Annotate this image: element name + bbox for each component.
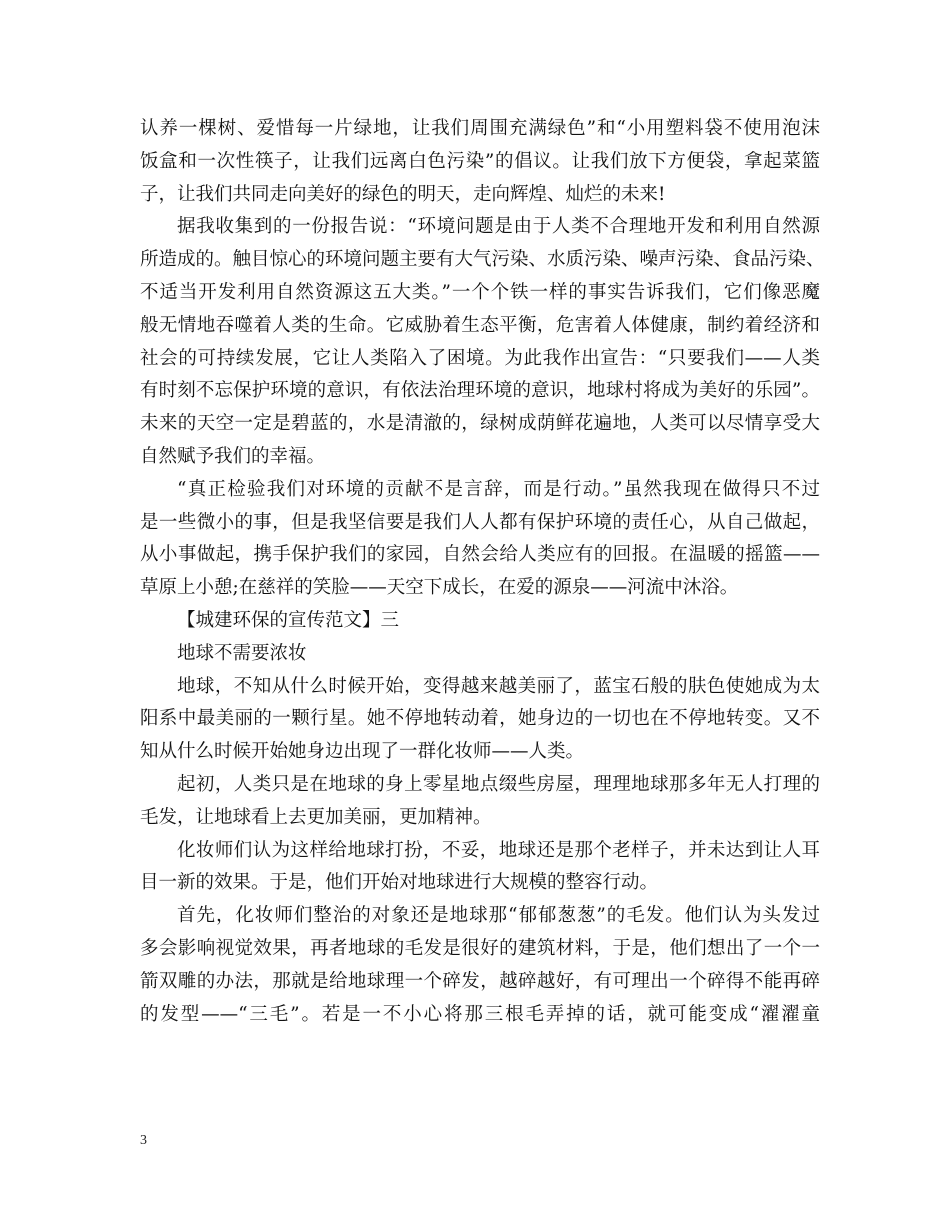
text-line: 首先，化妆师们整治的对象还是地球那“郁郁葱葱”的毛发。他们认为头发过 xyxy=(177,905,820,927)
text-line: 阳系中最美丽的一颗行星。她不停地转动着，她身边的一切也在不停地转变。又不 xyxy=(140,708,820,730)
document-body xyxy=(140,113,825,1031)
text-line: 【城建环保的宣传范文】三 xyxy=(177,609,400,631)
text-line: 知从什么时候开始她身边出现了一群化妆师——人类。 xyxy=(140,741,585,763)
text-line: 有时刻不忘保护环境的意识，有依法治理环境的意识，地球村将成为美好的乐园”。 xyxy=(140,380,820,402)
page-number: 3 xyxy=(140,1133,147,1148)
text-line: 多会影响视觉效果，再者地球的毛发是很好的建筑材料，于是，他们想出了一个一 xyxy=(140,937,820,959)
text-line: 箭双雕的办法，那就是给地球理一个碎发，越碎越好，有可理出一个碎得不能再碎 xyxy=(140,970,820,992)
text-line: 是一些微小的事，但是我坚信要是我们人人都有保护环境的责任心，从自己做起， xyxy=(140,511,820,533)
text-line: 地球，不知从什么时候开始，变得越来越美丽了，蓝宝石般的肤色使她成为太 xyxy=(177,675,820,697)
text-line: 未来的天空一定是碧蓝的，水是清澈的，绿树成荫鲜花遍地，人类可以尽情享受大 xyxy=(140,413,820,435)
text-line: 从小事做起，携手保护我们的家园，自然会给人类应有的回报。在温暖的摇篮—— xyxy=(140,544,820,566)
text-line: 的发型——“三毛”。若是一不小心将那三根毛弄掉的话，就可能变成“濯濯童 xyxy=(140,1003,820,1025)
text-line: 认养一棵树、爱惜每一片绿地，让我们周围充满绿色”和“小用塑料袋不使用泡沫 xyxy=(140,118,820,139)
text-line: 据我收集到的一份报告说：“环境问题是由于人类不合理地开发和利用自然源 xyxy=(177,216,820,238)
text-line: 子，让我们共同走向美好的绿色的明天，走向辉煌、灿烂的未来! xyxy=(140,183,666,205)
text-line: “真正检验我们对环境的贡献不是言辞，而是行动。”虽然我现在做得只不过 xyxy=(177,478,820,500)
text-line: 起初，人类只是在地球的身上零星地点缀些房屋，理理地球那多年无人打理的 xyxy=(177,773,820,795)
text-line: 自然赋予我们的幸福。 xyxy=(140,445,326,467)
text-line: 社会的可持续发展，它让人类陷入了困境。为此我作出宣告：“只要我们——人类 xyxy=(140,347,820,369)
text-line: 目一新的效果。于是，他们开始对地球进行大规模的整容行动。 xyxy=(140,872,659,894)
text-line: 不适当开发利用自然资源这五大类。”一个个铁一样的事实告诉我们，它们像恶魔 xyxy=(140,281,820,303)
text-line: 毛发，让地球看上去更加美丽，更加精神。 xyxy=(140,806,492,828)
text-line: 般无情地吞噬着人类的生命。它威胁着生态平衡，危害着人体健康，制约着经济和 xyxy=(140,314,820,336)
text-line: 化妆师们认为这样给地球打扮，不妥，地球还是那个老样子，并未达到让人耳 xyxy=(177,839,820,861)
text-line: 饭盒和一次性筷子，让我们远离白色污染”的倡议。让我们放下方便袋，拿起菜篮 xyxy=(140,150,820,172)
text-line: 地球不需要浓妆 xyxy=(177,642,307,664)
text-line: 所造成的。触目惊心的环境问题主要有大气污染、水质污染、噪声污染、食品污染、 xyxy=(140,249,825,271)
text-line: 草原上小憩;在慈祥的笑脸——天空下成长，在爱的源泉——河流中沐浴。 xyxy=(140,577,739,599)
